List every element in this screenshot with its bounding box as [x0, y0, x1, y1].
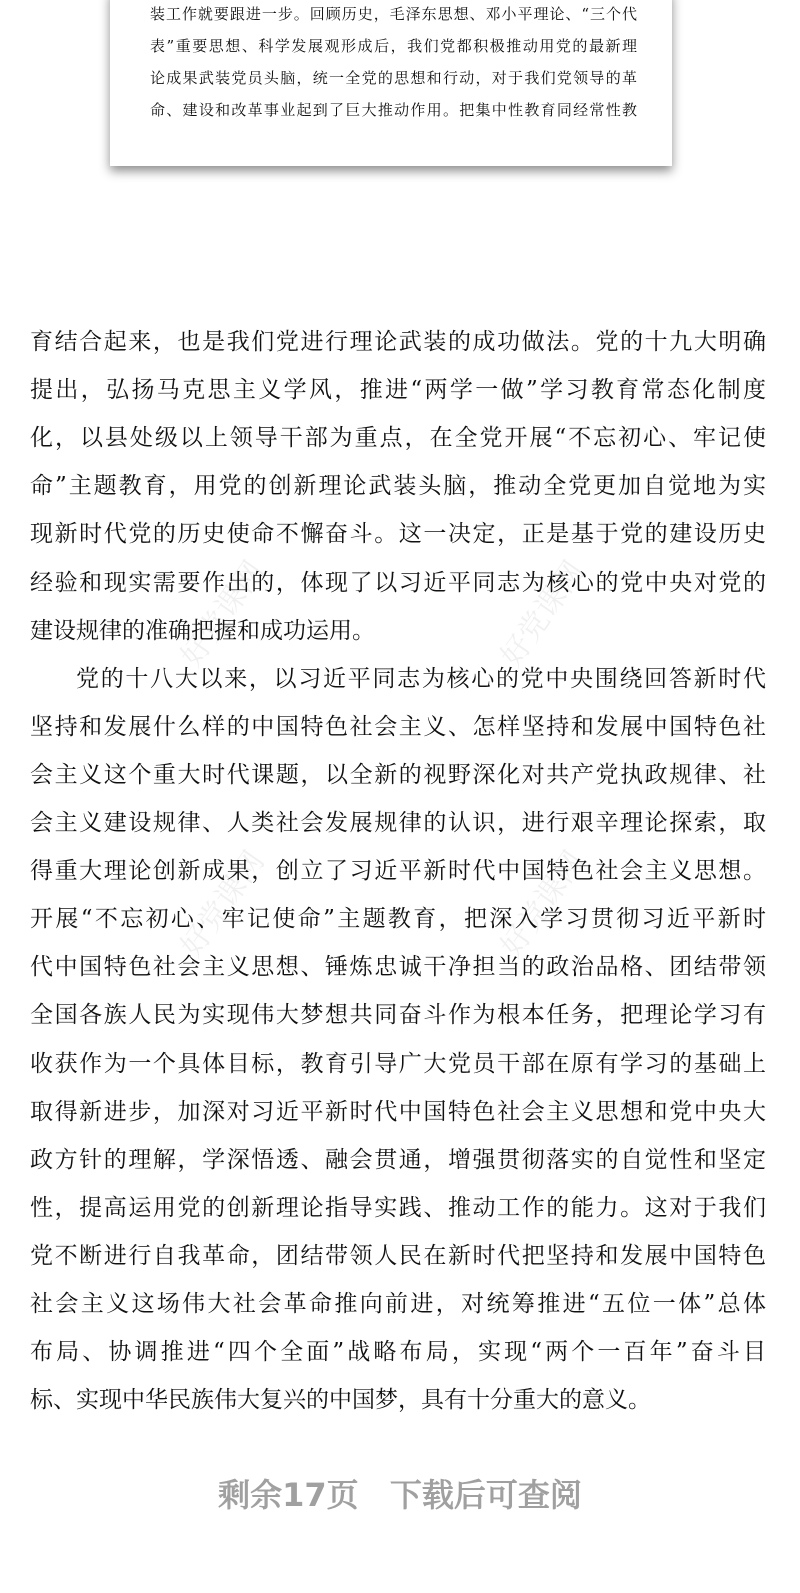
text-line: 提出，弘扬马克思主义学风，推进“两学一做”学习教育常态化制度 [30, 377, 766, 404]
text-line: 现新时代党的历史使命不懈奋斗。这一决定，正是基于党的建设历史 [30, 521, 766, 548]
watermark: 好党课网 [174, 844, 272, 964]
text-line: 代中国特色社会主义思想、锤炼忠诚干净担当的政治品格、团结带领 [30, 954, 766, 981]
text-line: 政方针的理解，学深悟透、融会贯通，增强贯彻落实的自觉性和坚定 [30, 1146, 766, 1173]
text-line: 党不断进行自我革命，团结带领人民在新时代把坚持和发展中国特色 [30, 1242, 766, 1269]
text-line: 社会主义这场伟大社会革命推向前进，对统筹推进“五位一体”总体 [30, 1291, 766, 1317]
text-line: 会主义建设规律、人类社会发展规律的认识，进行艰辛理论探索，取 [30, 810, 766, 836]
text-line: 取得新进步，加深对习近平新时代中国特色社会主义思想和党中央大 [30, 1098, 766, 1125]
page-preview-card [110, 0, 672, 166]
text-line: 装工作就要跟进一步。回顾历史，毛泽东思想、邓小平理论、“三个代 [150, 5, 637, 23]
text-line: 收获作为一个具体目标，教育引导广大党员干部在原有学习的基础上 [30, 1050, 766, 1077]
download-prompt[interactable] [0, 1470, 800, 1516]
watermark: 好党课网 [174, 554, 272, 674]
text-line: 论成果武装党员头脑，统一全党的思想和行动，对于我们党领导的革 [150, 69, 637, 87]
text-line: 全国各族人民为实现伟大梦想共同奋斗作为根本任务，把理论学习有 [30, 1002, 766, 1029]
text-line: 坚持和发展什么样的中国特色社会主义、怎样坚持和发展中国特色社 [30, 713, 766, 740]
watermark: 好党课网 [494, 554, 592, 674]
text-line: 命”主题教育，用党的创新理论武装头脑，推动全党更加自觉地为实 [30, 473, 766, 500]
watermark: 好党课网 [494, 844, 592, 964]
text-line: 得重大理论创新成果，创立了习近平新时代中国特色社会主义思想。 [30, 858, 766, 885]
text-line: 建设规律的准确把握和成功运用。 [30, 617, 375, 644]
text-line: 命、建设和改革事业起到了巨大推动作用。把集中性教育同经常性教 [150, 101, 637, 119]
text-line: 开展“不忘初心、牢记使命”主题教育，把深入学习贯彻习近平新时 [30, 906, 766, 933]
text-line: 经验和现实需要作出的，体现了以习近平同志为核心的党中央对党的 [30, 569, 766, 596]
text-line: 党的十八大以来，以习近平同志为核心的党中央围绕回答新时代 [76, 665, 766, 692]
remaining-pages: 剩余17页 [218, 1476, 359, 1514]
text-line: 性，提高运用党的创新理论指导实践、推动工作的能力。这对于我们 [30, 1194, 766, 1221]
text-line: 表”重要思想、科学发展观形成后，我们党都积极推动用党的最新理 [150, 37, 637, 55]
text-line: 标、实现中华民族伟大复兴的中国梦，具有十分重大的意义。 [30, 1387, 651, 1414]
download-to-read[interactable]: 下载后可查阅 [389, 1476, 582, 1514]
text-line: 会主义这个重大时代课题，以全新的视野深化对共产党执政规律、社 [30, 761, 766, 788]
text-line: 化，以县处级以上领导干部为重点，在全党开展“不忘初心、牢记使 [30, 425, 766, 452]
text-line: 布局、协调推进“四个全面”战略布局，实现“两个一百年”奋斗目 [30, 1339, 766, 1366]
text-line: 育结合起来，也是我们党进行理论武装的成功做法。党的十九大明确 [30, 329, 766, 355]
